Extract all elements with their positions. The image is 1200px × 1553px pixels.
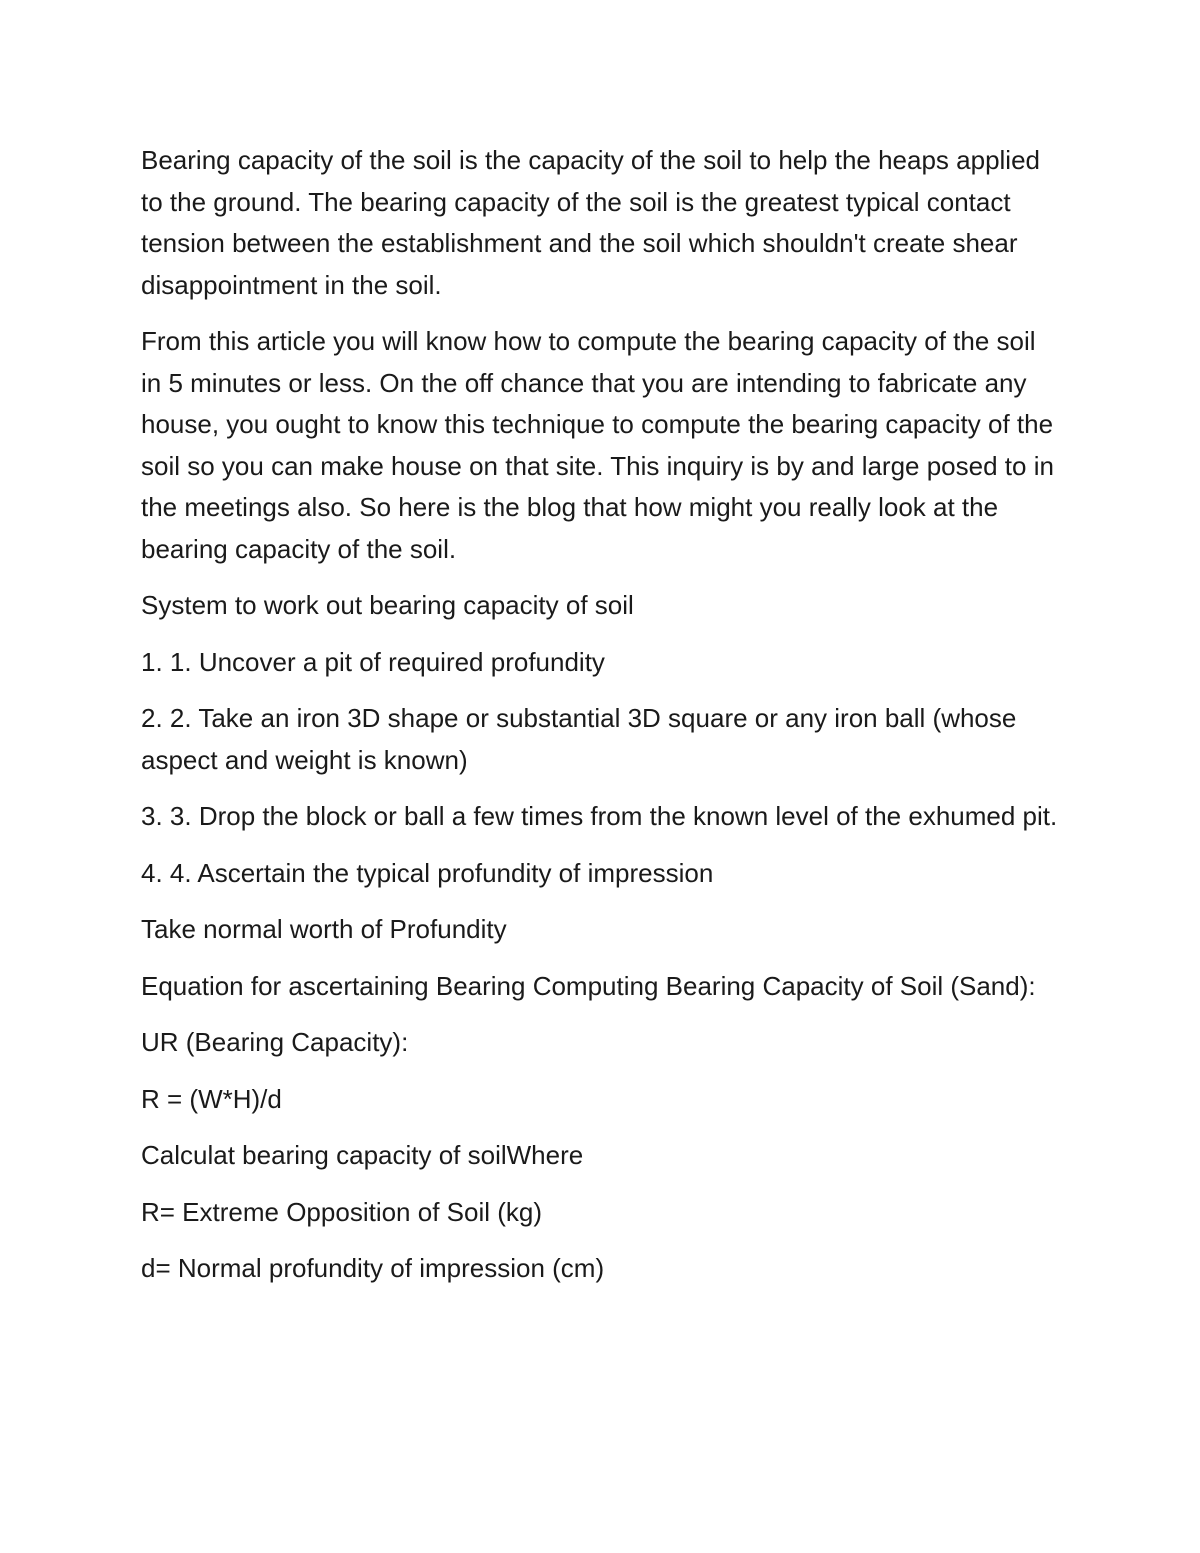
step-1: 1. 1. Uncover a pit of required profundity bbox=[141, 646, 605, 677]
document-body bbox=[141, 140, 1061, 1305]
definition-r: R= Extreme Opposition of Soil (kg) bbox=[141, 1196, 542, 1227]
formula: R = (W*H)/d bbox=[141, 1083, 282, 1114]
step-3: 3. 3. Drop the block or ball a few times from the known level of the exhumed pit. bbox=[141, 801, 1058, 831]
definition-d: d= Normal profundity of impression (cm) bbox=[141, 1253, 605, 1283]
step-4: 4. 4. Ascertain the typical profundity of impression bbox=[141, 857, 714, 888]
section-heading: System to work out bearing capacity of soil bbox=[141, 590, 634, 620]
ur-label: UR (Bearing Capacity): bbox=[141, 1027, 409, 1057]
where-line: Calculat bearing capacity of soilWhere bbox=[141, 1140, 584, 1170]
intro-paragraph: Bearing capacity of the soil is the capacity of the soil to help the heaps applied to the ground. The bearing capacity of the soil is the greatest typical contact tension between the establishment and the soil which shouldn't create shear disappointment in the soil. bbox=[141, 145, 1041, 300]
step-2: 2. 2. Take an iron 3D shape or substantial 3D square or any iron ball (whose aspect and weight is known) bbox=[141, 703, 1017, 775]
article-paragraph: From this article you will know how to compute the bearing capacity of the soil in 5 minutes or less. On the off chance that you are intending to fabricate any house, you ought to know this technique to compute the bearing capacity of the soil so you can make house on that site. This inquiry is by and large posed to in the meetings also. So here is the blog that how might you really look at the bearing capacity of the soil. bbox=[141, 326, 1054, 564]
normal-worth-line: Take normal worth of Profundity bbox=[141, 914, 507, 944]
equation-heading: Equation for ascertaining Bearing Computing Bearing Capacity of Soil (Sand): bbox=[141, 970, 1036, 1001]
